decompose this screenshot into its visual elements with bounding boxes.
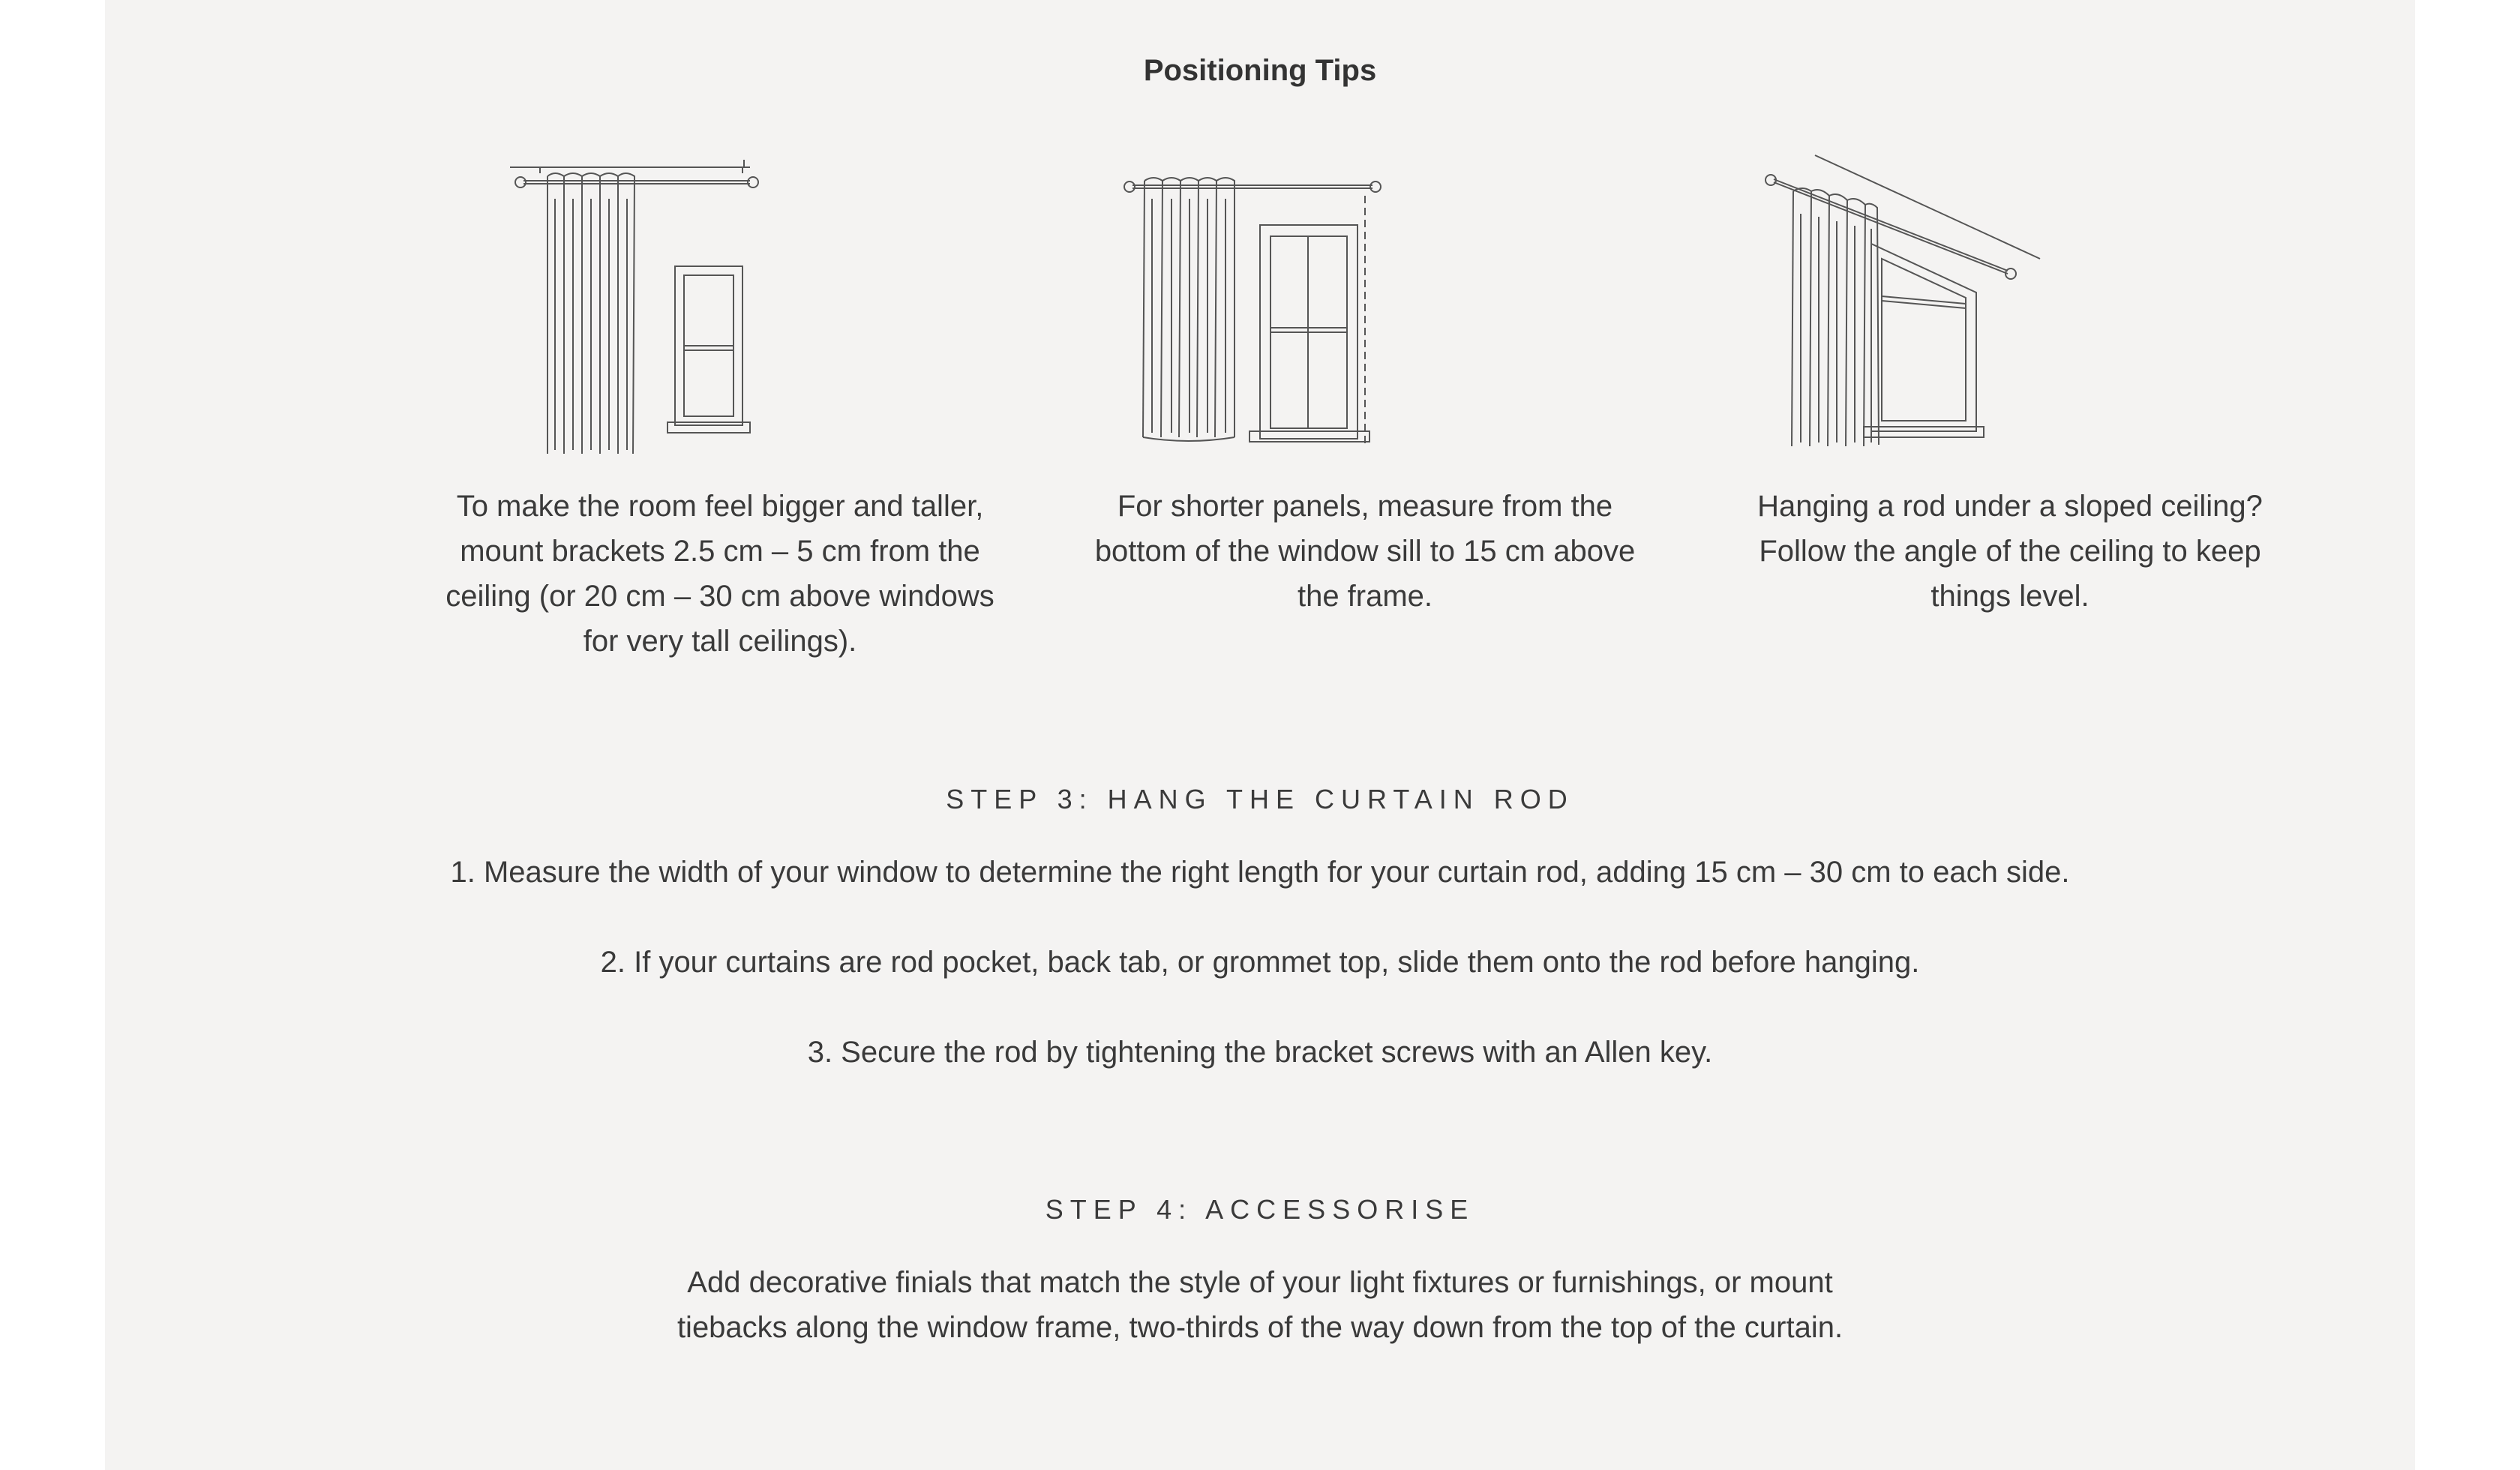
step3-item-2: 2. If your curtains are rod pocket, back tab, or grommet top, slide them onto the rod before hanging. xyxy=(600,946,1920,979)
step3-item-3: 3. Secure the rod by tightening the bracket screws with an Allen key. xyxy=(807,1036,1713,1069)
positioning-tips-title: Positioning Tips xyxy=(1143,54,1377,87)
tip-sloped-ceiling: Hanging a rod under a sloped ceiling? Follow the angle of the ceiling to keep things level. xyxy=(1757,490,2263,613)
tip-ceiling-mount: To make the room feel bigger and taller, mount brackets 2.5 cm – 5 cm from the ceiling (or 20 cm – 30 cm above windows for very tall ceilings). xyxy=(446,490,994,658)
content-panel xyxy=(105,0,2415,1470)
tip-shorter-panels: For shorter panels, measure from the bottom of the window sill to 15 cm above the frame. xyxy=(1094,490,1636,613)
curtain-sloped-ceiling-icon xyxy=(1729,154,2044,454)
curtain-above-frame-icon xyxy=(1102,154,1418,454)
step4-text: Add decorative finials that match the style of your light fixtures or furnishings, or mount tiebacks along the window frame, two-thirds of the way down from the top of the curtain. xyxy=(676,1266,1844,1344)
curtain-ceiling-mount-icon xyxy=(495,154,810,454)
step4-heading: STEP 4: ACCESSORISE xyxy=(1045,1194,1475,1225)
step3-heading: STEP 3: HANG THE CURTAIN ROD xyxy=(946,784,1574,814)
step3-item-1: 1. Measure the width of your window to determine the right length for your curtain rod, adding 15 cm – 30 cm to each side. xyxy=(450,856,2070,889)
